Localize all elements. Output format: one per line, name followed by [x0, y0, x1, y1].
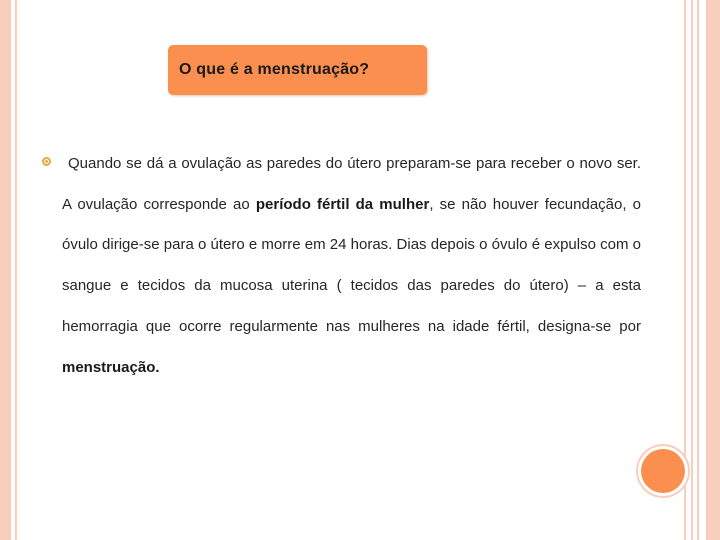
paragraph-text: Quando se dá a ovulação as paredes do útero preparam-se para receber o novo ser. A ovulação corresponde ao	[62, 155, 641, 213]
paragraph-text: , se não houver fecundação, o óvulo dirige-se para o útero e morre em 24 horas. Dias depois o óvulo é expulso com o sangue e tecidos da mucosa uterina ( tecidos das paredes do útero) – a esta hemorragia que ocorre regularmente nas mulheres na idade fértil, designa-se por	[62, 195, 641, 335]
slide-title-box	[168, 45, 427, 95]
circle-bullet-icon	[42, 157, 51, 166]
right-decorative-line	[684, 0, 686, 540]
left-decorative-line	[15, 0, 17, 540]
decorative-circle	[641, 449, 685, 493]
paragraph-bold-text: menstruação.	[62, 358, 160, 376]
right-decorative-line	[697, 0, 699, 540]
right-decorative-band	[706, 0, 720, 540]
body-paragraph	[62, 144, 641, 388]
slide-title: O que é a menstruação?	[179, 61, 370, 78]
paragraph-bold-text: período fértil da mulher	[255, 195, 430, 213]
right-decorative-line	[691, 0, 693, 540]
left-decorative-band	[0, 0, 11, 540]
